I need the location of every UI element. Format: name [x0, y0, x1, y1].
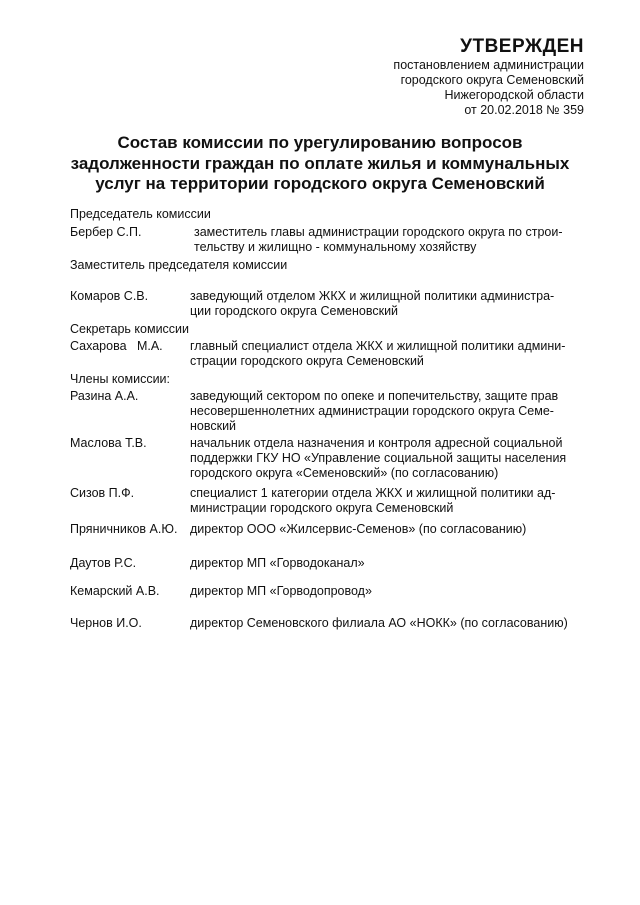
approval-line: Нижегородской области — [444, 88, 584, 102]
title-line: услуг на территории городского округа Семеновский — [95, 174, 545, 193]
member-name: Кемарский А.В. — [70, 584, 160, 598]
position-line: директор МП «Горводопровод» — [190, 584, 372, 598]
position-line: городского округа «Семеновский» (по согласованию) — [190, 466, 499, 480]
member-name: Комаров С.В. — [70, 289, 149, 303]
member-position — [190, 389, 590, 434]
member-position — [190, 486, 590, 516]
member-name: Даутов Р.С. — [70, 556, 137, 570]
member-position — [190, 522, 590, 537]
role-members: Члены комиссии: — [70, 372, 171, 386]
role-deputy: Заместитель председателя комиссии — [70, 258, 288, 272]
member-name: Пряничников А.Ю. — [70, 522, 178, 536]
member-position — [190, 339, 590, 369]
member-position — [190, 289, 590, 319]
position-line: специалист 1 категории отдела ЖКХ и жилищной политики ад- — [190, 486, 556, 500]
member-name: Бербер С.П. — [70, 225, 142, 239]
position-line: директор ООО «Жилсервис-Семенов» (по согласованию) — [190, 522, 527, 536]
member-position — [194, 225, 594, 255]
approval-line: городского округа Семеновский — [400, 73, 584, 87]
member-position — [190, 616, 590, 631]
position-line: несовершеннолетних администрации городского округа Семе- — [190, 404, 554, 418]
position-line: директор Семеновского филиала АО «НОКК» (по согласованию) — [190, 616, 568, 630]
position-line: начальник отдела назначения и контроля адресной социальной — [190, 436, 563, 450]
member-position — [190, 584, 590, 599]
member-name: Сахарова М.А. — [70, 339, 163, 353]
position-line: страции городского округа Семеновский — [190, 354, 424, 368]
role-secretary: Секретарь комиссии — [70, 322, 190, 336]
member-name: Разина А.А. — [70, 389, 139, 403]
position-line: тельству и жилищно - коммунальному хозяйству — [194, 240, 477, 254]
role-chairman: Председатель комиссии — [70, 207, 211, 221]
position-line: поддержки ГКУ НО «Управление социальной защиты населения — [190, 451, 567, 465]
document-title — [60, 133, 580, 195]
position-line: ции городского округа Семеновский — [190, 304, 399, 318]
title-line: задолженности граждан по оплате жилья и коммунальных — [70, 153, 570, 173]
position-line: заведующий отделом ЖКХ и жилищной политики администра- — [190, 289, 555, 303]
position-line: директор МП «Горводоканал» — [190, 556, 365, 570]
member-name: Чернов И.О. — [70, 616, 142, 630]
approval-stamp — [393, 36, 584, 118]
title-line: Состав комиссии по урегулированию вопросов — [117, 133, 523, 152]
member-name: Сизов П.Ф. — [70, 486, 135, 500]
approval-heading: УТВЕРЖДЕН — [460, 36, 584, 57]
position-line: главный специалист отдела ЖКХ и жилищной политики админи- — [190, 339, 566, 353]
member-position — [190, 436, 590, 481]
position-line: новский — [190, 419, 237, 433]
member-position — [190, 556, 590, 571]
approval-line: от 20.02.2018 № 359 — [464, 103, 584, 117]
position-line: заведующий сектором по опеке и попечительству, защите прав — [190, 389, 559, 403]
approval-line: постановлением администрации — [393, 58, 584, 72]
position-line: министрации городского округа Семеновский — [190, 501, 454, 515]
position-line: заместитель главы администрации городского округа по строи- — [194, 225, 563, 239]
member-name: Маслова Т.В. — [70, 436, 147, 450]
